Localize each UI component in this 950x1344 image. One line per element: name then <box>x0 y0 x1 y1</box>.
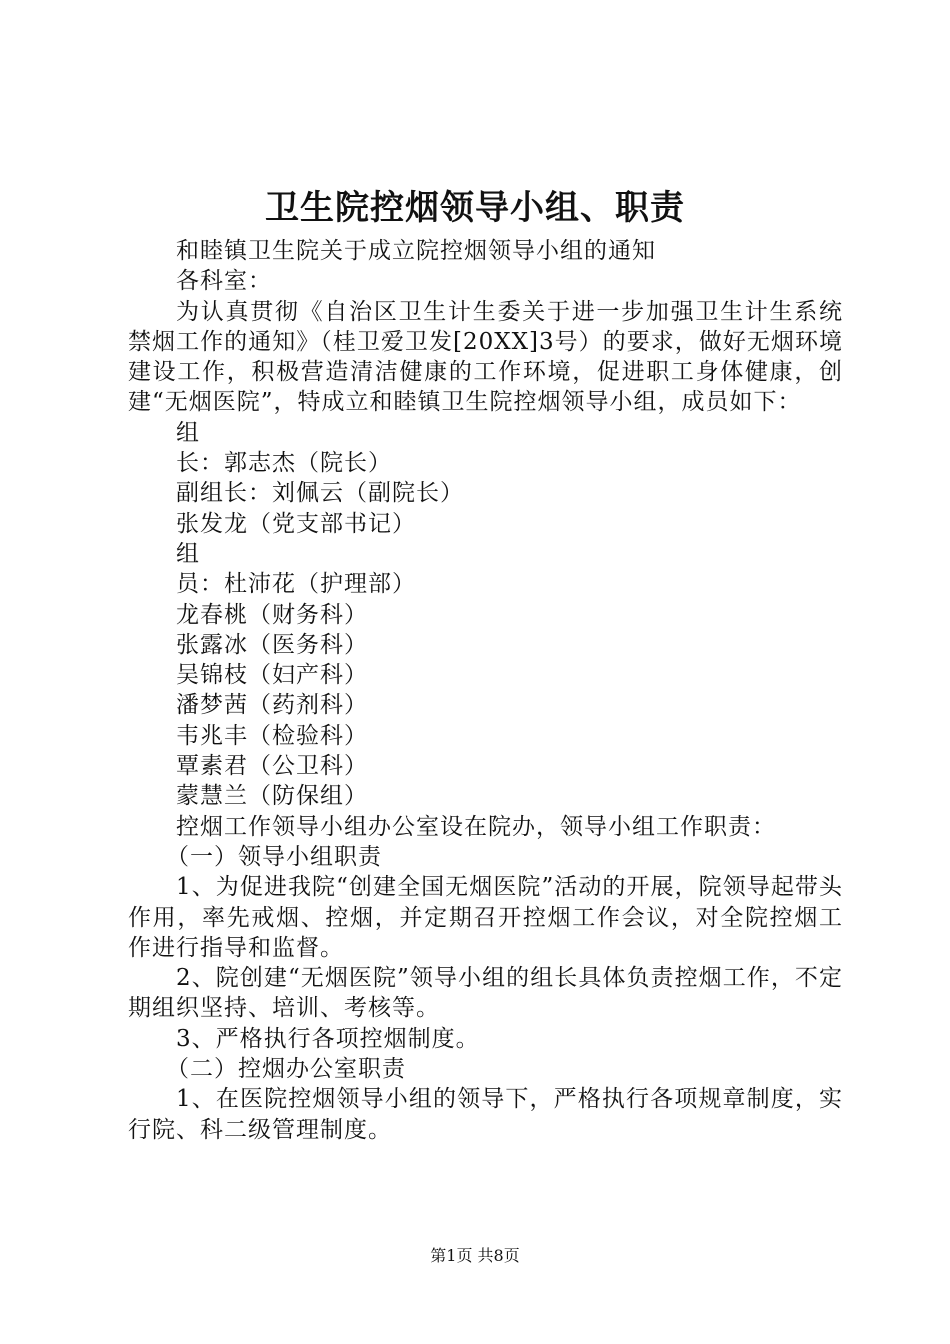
member-line: 组 <box>176 419 200 446</box>
member-line: 覃素君（公卫科） <box>176 753 368 780</box>
section-heading: （一）领导小组职责 <box>166 843 382 870</box>
member-line: 潘梦茜（药剂科） <box>176 692 368 719</box>
member-line: 张露冰（医务科） <box>176 631 368 658</box>
member-line: 组 <box>176 540 200 567</box>
office-statement: 控烟工作领导小组办公室设在院办，领导小组工作职责： <box>176 813 776 840</box>
salutation: 各科室： <box>176 268 272 295</box>
member-line: 龙春桃（财务科） <box>176 601 368 628</box>
duty-paragraph: 1、在医院控烟领导小组的领导下，严格执行各项规章制度，实行院、科二级管理制度。 <box>128 1086 843 1143</box>
duty-paragraph: 3、严格执行各项控烟制度。 <box>176 1025 480 1052</box>
duty-paragraph: 2、院创建“无烟医院”领导小组的组长具体负责控烟工作，不定期组织坚持、培训、考核等。 <box>128 965 843 1022</box>
notice-heading: 和睦镇卫生院关于成立院控烟领导小组的通知 <box>176 238 656 264</box>
member-line: 副组长：刘佩云（副院长） <box>176 480 464 507</box>
member-line: 长：郭志杰（院长） <box>176 450 392 477</box>
section-heading: （二）控烟办公室职责 <box>166 1056 406 1083</box>
duty-paragraph: 1、为促进我院“创建全国无烟医院”活动的开展，院领导起带头作用，率先戒烟、控烟，并定期召开控烟工作会议，对全院控烟工作进行指导和监督。 <box>128 874 843 961</box>
document-body <box>128 236 843 1145</box>
member-line: 吴锦枝（妇产科） <box>176 662 368 689</box>
member-line: 韦兆丰（检验科） <box>176 722 368 749</box>
member-line: 员：杜沛花（护理部） <box>176 571 416 598</box>
member-line: 蒙慧兰（防保组） <box>176 783 368 810</box>
document-title: 卫生院控烟领导小组、职责 <box>265 188 685 228</box>
page-footer: 第1页 共8页 <box>430 1246 520 1265</box>
member-line: 张发龙（党支部书记） <box>176 510 416 537</box>
intro-paragraph: 为认真贯彻《自治区卫生计生委关于进一步加强卫生计生系统禁烟工作的通知》（桂卫爱卫发[20XX]3号）的要求，做好无烟环境建设工作，积极营造清洁健康的工作环境，促进职工身体健康，创建“无烟医院”，特成立和睦镇卫生院控烟领导小组，成员如下： <box>128 298 843 416</box>
